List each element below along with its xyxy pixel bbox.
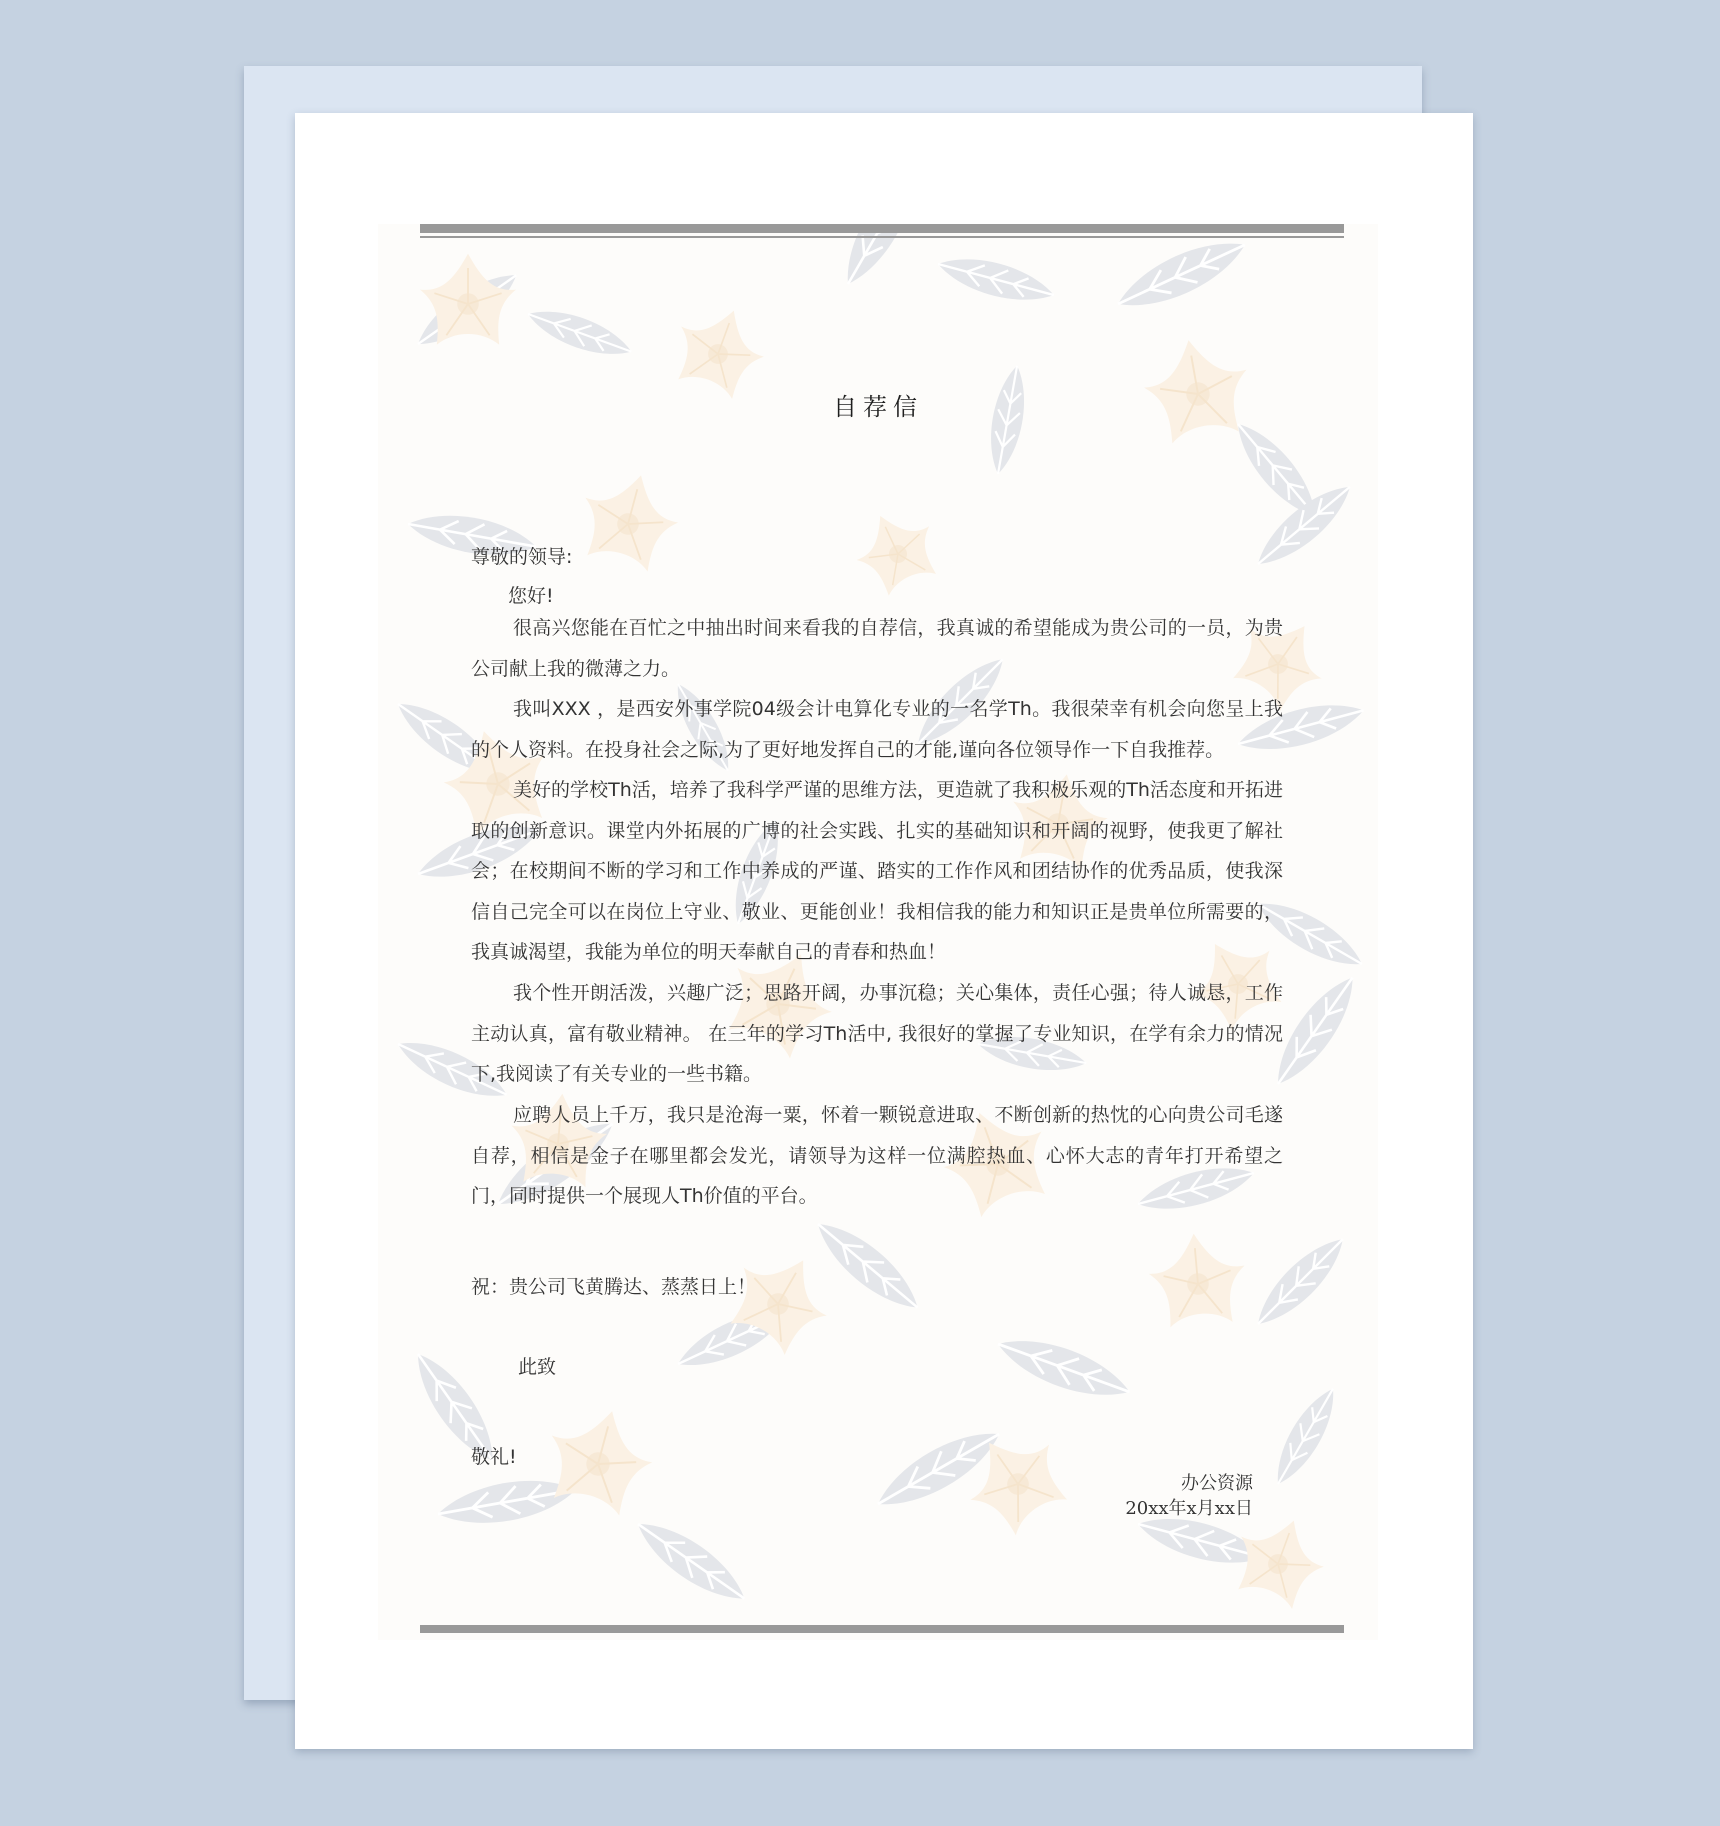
letter-stationery bbox=[378, 224, 1378, 1640]
letter-title: 自荐信 bbox=[833, 393, 923, 421]
closing-line-1: 此致 bbox=[518, 1356, 557, 1378]
salutation: 尊敬的领导: bbox=[471, 546, 573, 568]
body-paragraph: 很高兴您能在百忙之中抽出时间来看我的自荐信，我真诚的希望能成为贵公司的一员，为贵公司献上我的微薄之力。 bbox=[471, 617, 1283, 680]
blessing: 祝：贵公司飞黄腾达、蒸蒸日上！ bbox=[471, 1276, 757, 1298]
closing-line-2: 敬礼! bbox=[471, 1446, 517, 1468]
body-paragraph: 我叫XXX ，是西安外事学院04级会计电算化专业的一名学Th。我很荣幸有机会向您呈上我的个人资料。在投身社会之际,为了更好地发挥自己的才能,谨向各位领导作一下自我推荐。 bbox=[471, 698, 1283, 761]
top-rule-thin bbox=[420, 236, 1344, 238]
body-paragraph: 我个性开朗活泼，兴趣广泛；思路开阔，办事沉稳；关心集体，责任心强；待人诚恳，工作主动认真，富有敬业精神。 在三年的学习Th活中, 我很好的掌握了专业知识，在学有余力的情况下,我阅读了有关专业的一些书籍。 bbox=[471, 982, 1283, 1085]
signature-name: 办公资源 bbox=[1181, 1473, 1253, 1494]
bottom-rule bbox=[420, 1625, 1344, 1633]
signature-date: 20xx年x月xx日 bbox=[1125, 1498, 1253, 1519]
top-rule bbox=[420, 224, 1344, 233]
greeting: 您好! bbox=[508, 585, 554, 607]
body-paragraph: 应聘人员上千万，我只是沧海一粟，怀着一颗锐意进取、不断创新的热忱的心向贵公司毛遂自荐，相信是金子在哪里都会发光，请领导为这样一位满腔热血、心怀大志的青年打开希望之门，同时提供一个展现人Th价值的平台。 bbox=[471, 1104, 1283, 1207]
front-sheet bbox=[295, 113, 1473, 1749]
body-paragraph: 美好的学校Th活，培养了我科学严谨的思维方法，更造就了我积极乐观的Th活态度和开拓进取的创新意识。课堂内外拓展的广博的社会实践、扎实的基础知识和开阔的视野，使我更了解社会；在校期间不断的学习和工作中养成的严谨、踏实的工作作风和团结协作的优秀品质，使我深信自己完全可以在岗位上守业、敬业、更能创业！我相信我的能力和知识正是贵单位所需要的，我真诚渴望，我能为单位的明天奉献自己的青春和热血！ bbox=[471, 779, 1283, 963]
